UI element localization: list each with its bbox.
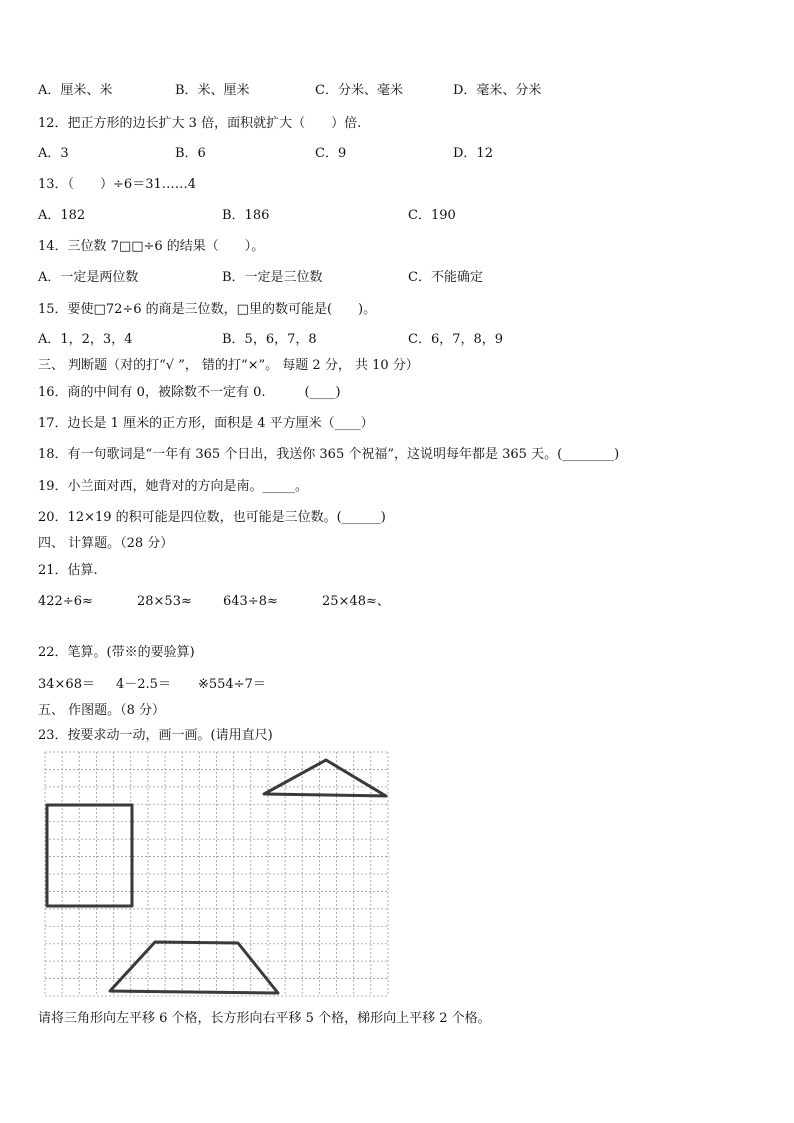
- trapezoid-shape: [110, 942, 278, 993]
- q21-item-4: 25×48≈、: [322, 594, 390, 609]
- q15-option-b: B．5，6，7，8: [222, 332, 317, 347]
- q13-option-a: A．182: [38, 208, 86, 223]
- q21-item-2: 28×53≈: [137, 594, 192, 609]
- q11-option-a: A．厘米、米: [38, 83, 113, 98]
- q16: 16．商的中间有 0，被除数不一定有 0. (____): [38, 385, 341, 400]
- q18: 18．有一句歌词是“一年有 365 个日出，我送你 365 个祝福”，这说明每年都是 365 天。(________): [38, 447, 620, 462]
- q21-item-1: 422÷6≈: [38, 594, 93, 609]
- q13-option-c: C．190: [408, 208, 456, 223]
- q12-option-b: B．6: [175, 146, 206, 161]
- q12-stem: 12．把正方形的边长扩大 3 倍，面积就扩大（ ）倍.: [38, 116, 362, 131]
- q15-stem: 15．要使□72÷6 的商是三位数，□里的数可能是( )。: [38, 302, 377, 317]
- q12-option-a: A．3: [38, 146, 69, 161]
- q19: 19．小兰面对西，她背对的方向是南。_____。: [38, 479, 309, 494]
- q11-option-d: D．毫米、分米: [453, 83, 542, 98]
- rectangle-shape: [47, 805, 132, 906]
- q23-stem: 23．按要求动一动，画一画。(请用直尺): [38, 728, 273, 743]
- q22-stem: 22．笔算。(带※的要验算): [38, 645, 195, 660]
- q17: 17．边长是 1 厘米的正方形，面积是 4 平方厘米（____）: [38, 416, 374, 431]
- q20: 20．12×19 的积可能是四位数，也可能是三位数。(______): [38, 510, 386, 525]
- q21-item-3: 643÷8≈: [223, 594, 278, 609]
- q12-option-d: D．12: [453, 146, 493, 161]
- section-3-heading: 三、 判断题（对的打“√ ”， 错的打“×”。 每题 2 分， 共 10 分）: [38, 358, 419, 373]
- q22-item-3: ※554÷7＝: [198, 677, 266, 692]
- triangle-shape: [264, 760, 386, 796]
- q12-option-c: C．9: [315, 146, 347, 161]
- q11-option-b: B．米、厘米: [175, 83, 250, 98]
- grid-lines: [45, 752, 388, 996]
- q23-instruction: 请将三角形向左平移 6 个格，长方形向右平移 5 个格，梯形向上平移 2 个格。: [38, 1011, 491, 1026]
- q22-item-2: 4－2.5＝: [116, 677, 171, 692]
- section-4-heading: 四、 计算题。（28 分）: [38, 536, 174, 551]
- q22-item-1: 34×68＝: [38, 677, 95, 692]
- q14-option-a: A．一定是两位数: [38, 270, 139, 285]
- q14-stem: 14．三位数 7□□÷6 的结果（ ）。: [38, 239, 265, 254]
- q21-stem: 21．估算.: [38, 563, 98, 578]
- q15-option-a: A．1，2，3，4: [38, 332, 133, 347]
- q14-option-c: C．不能确定: [408, 270, 483, 285]
- q15-option-c: C．6，7，8，9: [408, 332, 504, 347]
- q13-option-b: B．186: [222, 208, 270, 223]
- q14-option-b: B．一定是三位数: [222, 270, 323, 285]
- q11-option-c: C．分米、毫米: [315, 83, 403, 98]
- section-5-heading: 五、 作图题。（8 分）: [38, 703, 166, 718]
- q13-stem: 13．（ ）÷6＝31……4: [38, 177, 197, 192]
